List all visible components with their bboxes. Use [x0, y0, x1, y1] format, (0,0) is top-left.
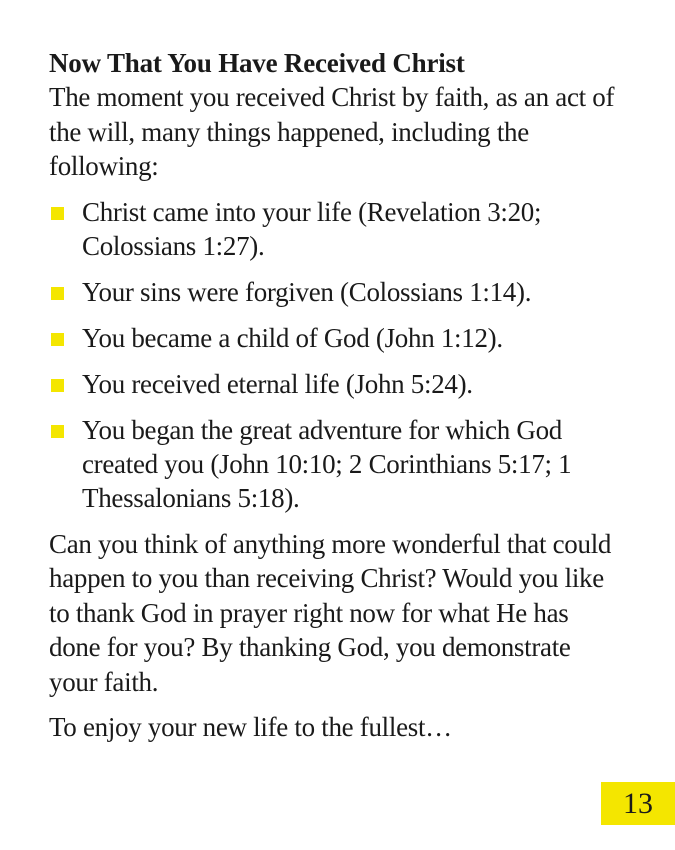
- bullet-square-icon: [51, 207, 64, 220]
- bullet-square-icon: [51, 287, 64, 300]
- continuation-line: To enjoy your new life to the fullest…: [49, 712, 452, 742]
- section-heading: Now That You Have Received Christ: [49, 48, 465, 78]
- intro-paragraph: The moment you received Christ by faith, as an act of the will, many things happened, including the following:: [49, 82, 615, 181]
- closing-paragraph: Can you think of anything more wonderful that could happen to you than receiving Christ? Would you like to thank God in prayer right now for what He has done for you? By thanking God, you demonstrate your faith.: [49, 528, 612, 697]
- page-number-badge: 13: [601, 782, 675, 825]
- list-item-text: You began the great adventure for which God created you (John 10:10; 2 Corinthians 5:17; 1 Thessalonians 5:18).: [82, 414, 572, 513]
- list-item: [49, 413, 624, 515]
- list-item-text: You received eternal life (John 5:24).: [82, 368, 473, 399]
- bullet-square-icon: [51, 425, 64, 438]
- list-item: [49, 367, 624, 401]
- page-content: [49, 46, 624, 745]
- list-item-text: You became a child of God (John 1:12).: [82, 322, 503, 353]
- bullet-square-icon: [51, 333, 64, 346]
- benefits-list: [49, 195, 624, 515]
- list-item: [49, 321, 624, 355]
- list-item: [49, 275, 624, 309]
- bullet-square-icon: [51, 379, 64, 392]
- list-item-text: Your sins were forgiven (Colossians 1:14).: [82, 276, 532, 307]
- list-item-text: Christ came into your life (Revelation 3:20; Colossians 1:27).: [82, 196, 542, 261]
- list-item: [49, 195, 624, 263]
